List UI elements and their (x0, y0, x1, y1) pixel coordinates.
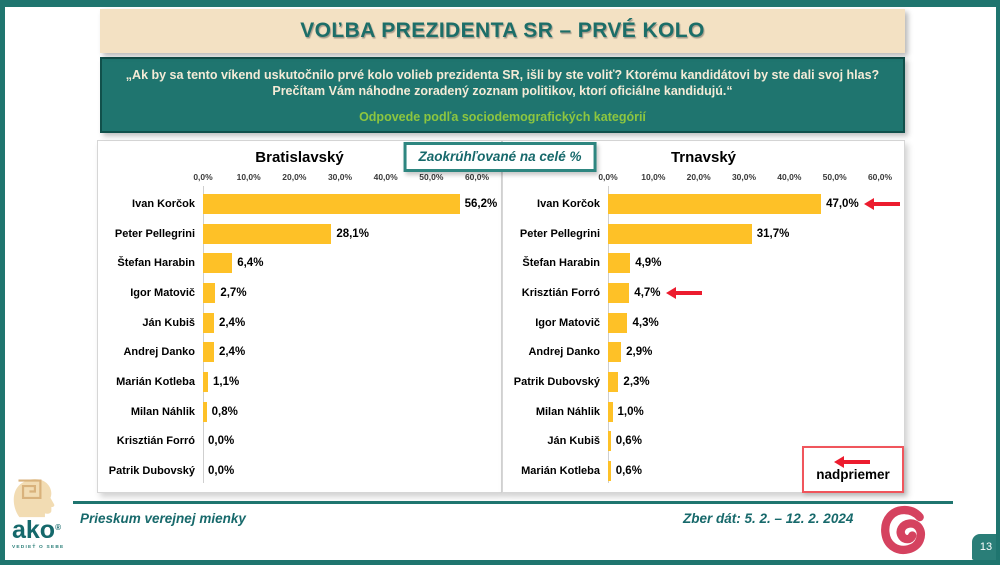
bar[interactable] (203, 253, 232, 273)
bar-row (503, 278, 904, 308)
category-label: Igor Matovič (535, 316, 600, 329)
charts-container (97, 140, 905, 493)
bar-row (503, 219, 904, 249)
bar-row (503, 337, 904, 367)
bar-track (608, 313, 880, 333)
axis-tick: 10,0% (641, 172, 666, 182)
value-label: 0,6% (615, 465, 642, 478)
bar-track (203, 253, 477, 273)
value-label: 1,1% (213, 375, 240, 388)
brand-name: ako® (12, 516, 61, 544)
category-label: Andrej Danko (528, 346, 600, 359)
category-label: Milan Náhlik (130, 405, 195, 418)
category-label: Ivan Korčok (132, 197, 195, 210)
bar[interactable] (608, 431, 611, 451)
value-label: 2,9% (626, 346, 653, 359)
category-label: Marián Kotleba (521, 465, 600, 478)
value-label: 31,7% (756, 227, 790, 240)
bar-track (203, 402, 477, 422)
axis-tick: 50,0% (419, 172, 444, 182)
bar[interactable] (203, 283, 215, 303)
bar[interactable] (203, 342, 214, 362)
footer-divider (73, 501, 953, 504)
category-label: Andrej Danko (123, 346, 195, 359)
chart-panel-trnavsky (502, 140, 905, 493)
bar-track (608, 372, 880, 392)
value-label: 0,6% (615, 435, 642, 448)
question-band (100, 57, 905, 133)
brand-tagline: VEDIEŤ O SEBE (12, 545, 65, 550)
bar-track (203, 372, 477, 392)
page-number-badge: 13 (972, 534, 1000, 560)
bar-row (98, 248, 501, 278)
bar-track (608, 253, 880, 273)
value-label: 1,0% (617, 405, 644, 418)
bar-row (503, 189, 904, 219)
category-label: Štefan Harabin (117, 257, 195, 270)
bar-row (98, 308, 501, 338)
category-label: Štefan Harabin (522, 257, 600, 270)
bar-track (608, 224, 880, 244)
chart-rows (98, 189, 501, 486)
category-label: Krisztián Forró (521, 286, 600, 299)
bar-track (203, 313, 477, 333)
bar-track (203, 342, 477, 362)
category-label: Ivan Korčok (537, 197, 600, 210)
x-axis (598, 172, 893, 186)
axis-tick: 0,0% (598, 172, 618, 182)
bar-track (203, 283, 477, 303)
bar[interactable] (203, 224, 331, 244)
bar-row (98, 367, 501, 397)
registered-mark: ® (55, 523, 61, 532)
axis-tick: 20,0% (686, 172, 711, 182)
category-label: Marián Kotleba (116, 375, 195, 388)
category-label: Peter Pellegrini (114, 227, 195, 240)
axis-tick: 60,0% (867, 172, 893, 182)
bar-track (608, 342, 880, 362)
value-label: 0,8% (211, 405, 238, 418)
highlight-arrow-icon (675, 291, 702, 295)
bar[interactable] (608, 283, 629, 303)
bar-row (98, 397, 501, 427)
axis-tick: 60,0% (464, 172, 490, 182)
bar-row (98, 337, 501, 367)
nadpriemer-annotation (802, 446, 904, 493)
bar-row (98, 456, 501, 486)
question-line-2: Prečítam Vám náhodne zoradený zoznam politikov, ktorí oficiálne kandidujú.“ (272, 84, 733, 98)
ako-logo (8, 476, 74, 551)
rounding-note-badge: Zaokrúhľované na celé % (404, 142, 597, 172)
head-maze-icon (8, 476, 60, 518)
value-label: 4,3% (632, 316, 659, 329)
category-label: Patrik Dubovský (108, 465, 195, 478)
bar[interactable] (608, 224, 752, 244)
bar[interactable] (203, 194, 460, 214)
axis-tick: 40,0% (777, 172, 802, 182)
value-label: 2,3% (623, 375, 650, 388)
value-label: 47,0% (826, 197, 859, 210)
bar-track (203, 461, 477, 481)
footer-left-text: Prieskum verejnej mienky (80, 511, 246, 526)
bar-row (98, 219, 501, 249)
spiral-logo-icon (880, 504, 928, 556)
left-arrow-icon (843, 460, 870, 464)
chart-panel-bratislavsky (97, 140, 502, 493)
category-label: Igor Matovič (130, 286, 195, 299)
annotation-label: nadpriemer (816, 466, 890, 482)
bar-row (98, 189, 501, 219)
category-label: Patrik Dubovský (513, 375, 600, 388)
bar-track (203, 224, 477, 244)
category-label: Ján Kubiš (547, 435, 600, 448)
question-line-1: „Ak by sa tento víkend uskutočnilo prvé kolo volieb prezidenta SR, išli by ste voliť? Ktorému kandidátovi by ste dali svoj hlas? (125, 68, 880, 82)
slide-title-box (100, 9, 905, 53)
bar[interactable] (203, 402, 207, 422)
axis-tick: 30,0% (731, 172, 757, 182)
bar[interactable] (203, 372, 208, 392)
bar-row (98, 427, 501, 457)
value-label: 4,7% (634, 286, 661, 299)
bar-row (503, 308, 904, 338)
category-label: Peter Pellegrini (519, 227, 600, 240)
axis-tick: 30,0% (327, 172, 353, 182)
bar-row (503, 248, 904, 278)
value-label: 2,4% (218, 346, 246, 359)
axis-tick: 20,0% (282, 172, 307, 182)
bar[interactable] (608, 253, 630, 273)
axis-tick: 10,0% (236, 172, 261, 182)
value-label: 6,4% (237, 257, 264, 270)
axis-tick: 0,0% (193, 172, 213, 182)
bar-row (98, 278, 501, 308)
value-label: 0,0% (208, 465, 235, 478)
bar[interactable] (608, 402, 613, 422)
value-label: 56,2% (464, 197, 498, 210)
bar-track (608, 283, 880, 303)
highlight-arrow-icon (873, 202, 900, 206)
bar[interactable] (608, 313, 627, 333)
bar[interactable] (608, 372, 618, 392)
category-label: Krisztián Forró (116, 435, 195, 448)
chart-rows (503, 189, 904, 486)
bar-row (503, 397, 904, 427)
category-label: Milan Náhlik (535, 405, 600, 418)
value-label: 2,7% (220, 286, 247, 299)
chart-title: Bratislavský (255, 149, 344, 166)
bar-track (203, 194, 498, 214)
value-label: 2,4% (218, 316, 246, 329)
bar[interactable] (608, 342, 621, 362)
bar[interactable] (608, 461, 611, 481)
category-label: Ján Kubiš (142, 316, 195, 329)
axis-tick: 50,0% (822, 172, 847, 182)
chart-title: Trnavský (670, 149, 737, 166)
footer-right-text: Zber dát: 5. 2. – 12. 2. 2024 (683, 511, 854, 526)
bar-track (608, 194, 880, 214)
x-axis (193, 172, 490, 186)
bar[interactable] (203, 313, 214, 333)
value-label: 4,9% (635, 257, 662, 270)
bar-row (503, 367, 904, 397)
value-label: 0,0% (208, 435, 235, 448)
axis-tick: 40,0% (373, 172, 398, 182)
subtitle: Odpovede podľa sociodemografických kategórií (359, 110, 646, 124)
value-label: 28,1% (336, 227, 369, 240)
bar-track (608, 402, 880, 422)
bar[interactable] (608, 194, 821, 214)
page-title: VOĽBA PREZIDENTA SR – PRVÉ KOLO (300, 19, 705, 42)
bar-track (203, 431, 477, 451)
